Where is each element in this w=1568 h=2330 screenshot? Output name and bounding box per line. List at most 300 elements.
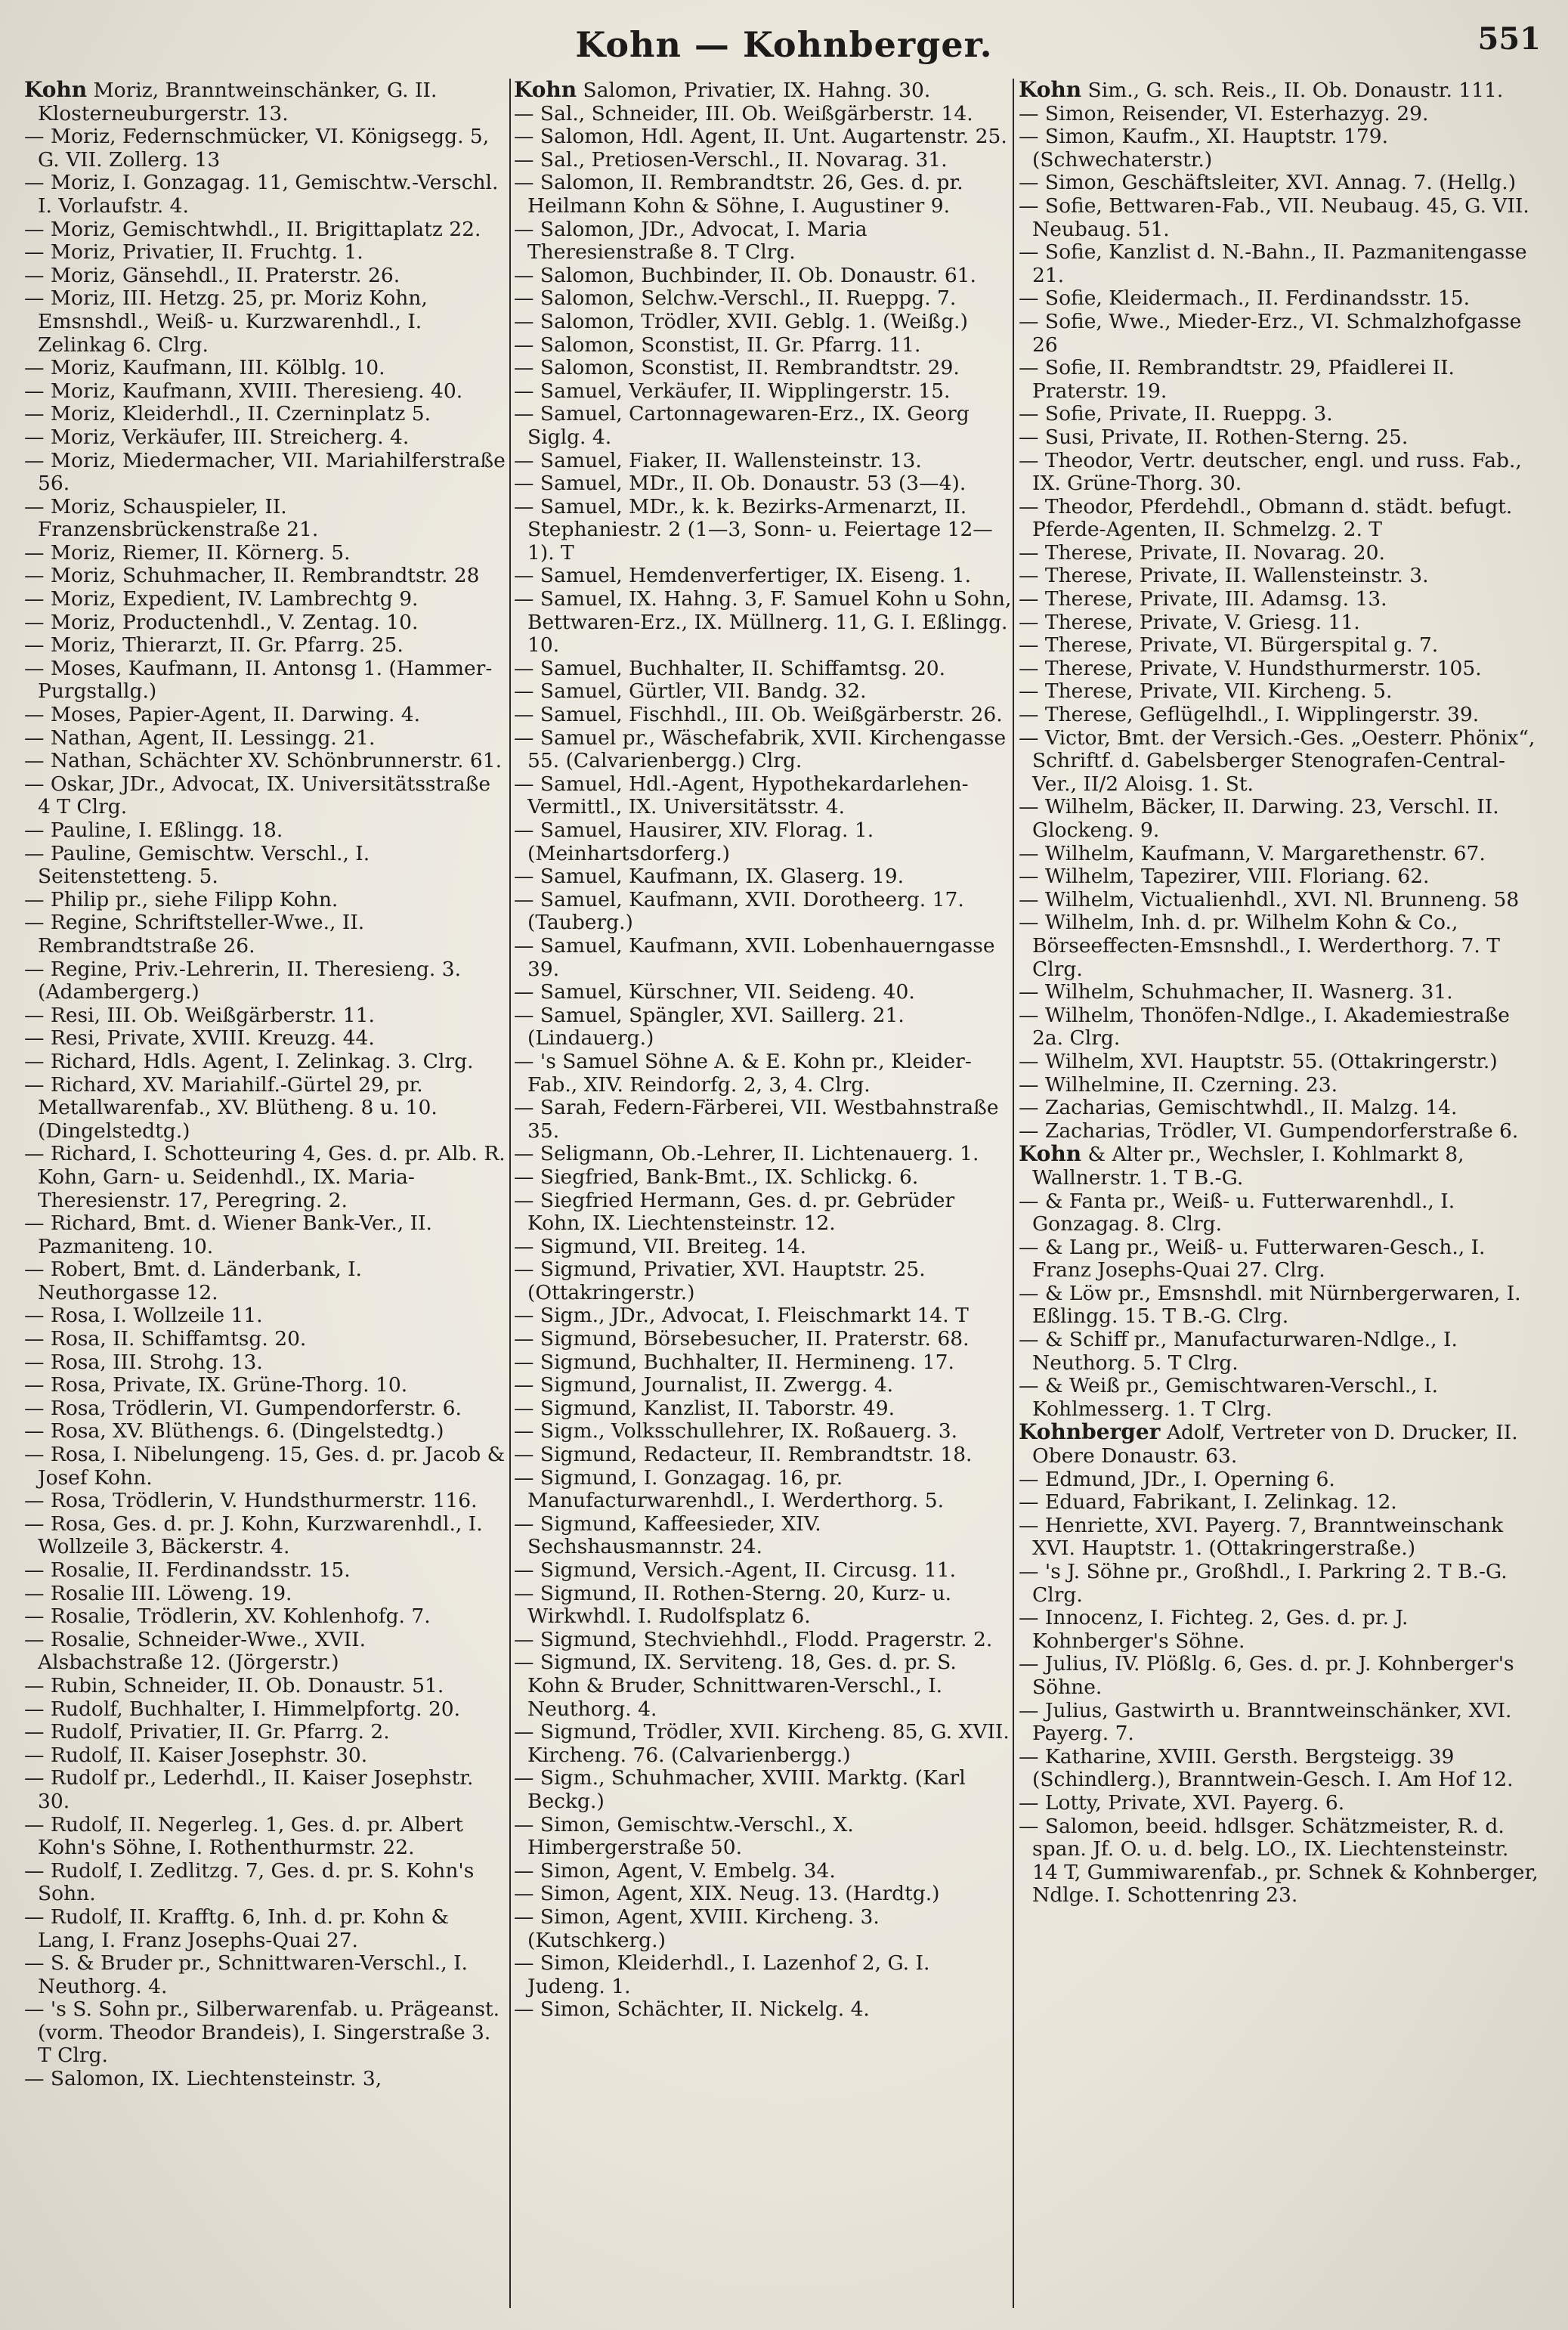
directory-entry <box>24 1513 508 1559</box>
entry-text: — Samuel, Hemdenverfertiger, IX. Eiseng. 1. <box>514 564 972 588</box>
directory-entry <box>1019 1746 1540 1792</box>
directory-entry <box>24 380 508 404</box>
entry-text: — Therese, Geflügelhdl., I. Wipplingerstr. 39. <box>1019 703 1480 727</box>
page-header <box>23 18 1545 71</box>
entry-text: — & Lang pr., Weiß- u. Futterwaren-Gesch., I. Franz Josephs-Quai 27. Clrg. <box>1019 1235 1486 1283</box>
directory-entry <box>1019 542 1540 565</box>
directory-entry <box>1019 1700 1540 1746</box>
directory-entry <box>514 103 1013 126</box>
entry-text: — Simon, Geschäftsleiter, XVI. Annag. 7. (Hellg.) <box>1019 171 1517 195</box>
entry-text: — Siegfried, Bank-Bmt., IX. Schlickg. 6. <box>514 1165 919 1189</box>
directory-entry <box>1019 796 1540 842</box>
entry-text: — Simon, Kaufm., XI. Hauptstr. 179. (Schwechaterstr.) <box>1019 125 1389 172</box>
entry-text: — Samuel, Spängler, XVI. Saillerg. 21. (Lindauerg.) <box>514 1003 905 1051</box>
directory-entry <box>24 542 508 565</box>
directory-entry <box>1019 357 1540 403</box>
directory-entry <box>24 704 508 727</box>
entry-text: — Sigmund, Versich.-Agent, II. Circusg. 11. <box>514 1558 957 1582</box>
directory-entry <box>24 843 508 889</box>
entry-text: — Wilhelmine, II. Czerning. 23. <box>1019 1072 1338 1097</box>
directory-entry <box>514 727 1013 773</box>
directory-entry <box>1019 195 1540 241</box>
entry-text: — Rudolf, II. Krafftg. 6, Inh. d. pr. Kohn & Lang, I. Franz Josephs-Quai 27. <box>24 1905 450 1952</box>
entry-text: — Therese, Private, VII. Kircheng. 5. <box>1019 679 1393 704</box>
entry-text: — & Fanta pr., Weiß- u. Futterwarenhdl., I. Gonzagag. 8. Clrg. <box>1019 1189 1455 1236</box>
directory-entry <box>514 1374 1013 1397</box>
directory-entry <box>24 1698 508 1722</box>
entry-text: — Moriz, Privatier, II. Fruchtg. 1. <box>24 240 363 265</box>
entry-text: — Rudolf, Buchhalter, I. Himmelpfortg. 20. <box>24 1697 461 1721</box>
directory-entry <box>24 1443 508 1490</box>
directory-entry <box>514 496 1013 565</box>
entry-text: — Zacharias, Trödler, VI. Gumpendorferstraße 6. <box>1019 1119 1519 1143</box>
entry-text: — Moriz, Expedient, IV. Lambrechtg 9. <box>24 587 419 611</box>
entry-text: — Wilhelm, Victualienhdl., XVI. Nl. Brunneng. 58 <box>1019 887 1520 911</box>
entry-text: — Rosalie, Trödlerin, XV. Kohlenhofg. 7. <box>24 1604 431 1629</box>
entry-text: — Wilhelm, Kaufmann, V. Margarethenstr. 67. <box>1019 841 1486 865</box>
directory-entry <box>24 426 508 450</box>
entry-text: — Richard, Hdls. Agent, I. Zelinkag. 3. Clrg. <box>24 1049 474 1073</box>
entry-text: — Nathan, Schächter XV. Schönbrunnerstr. 61. <box>24 749 503 773</box>
entry-text: — Susi, Private, II. Rothen-Sterng. 25. <box>1019 425 1409 449</box>
entry-text: — Sigmund, II. Rothen-Sterng. 20, Kurz- u. Wirkwhdl. I. Rudolfsplatz 6. <box>514 1581 952 1629</box>
directory-entry <box>514 472 1013 496</box>
directory-entry <box>24 265 508 288</box>
entry-text: — Moriz, Federnschmücker, VI. Königsegg. 5, G. VII. Zollerg. 13 <box>24 125 490 172</box>
directory-entry <box>514 1467 1013 1513</box>
entry-text: — Samuel pr., Wäschefabrik, XVII. Kirchengasse 55. (Calvarienbergg.) Clrg. <box>514 726 1007 773</box>
directory-entry <box>24 1397 508 1421</box>
directory-entry <box>1019 1097 1540 1120</box>
column-2 <box>514 79 1013 2308</box>
directory-entry <box>514 450 1013 473</box>
entry-text: — Moriz, Gänsehdl., II. Praterstr. 26. <box>24 263 401 287</box>
directory-entry <box>1019 1004 1540 1051</box>
directory-entry <box>1019 1120 1540 1143</box>
entry-text: — Wilhelm, Schuhmacher, II. Wasnerg. 31. <box>1019 980 1453 1004</box>
entry-text: — Moriz, I. Gonzagag. 11, Gemischtw.-Verschl. I. Vorlaufstr. 4. <box>24 171 499 218</box>
entry-text: Moriz, Branntweinschänker, G. II. Klosterneuburgerstr. 13. <box>38 79 438 125</box>
directory-entry <box>1019 588 1540 611</box>
directory-entry <box>1019 565 1540 588</box>
directory-entry <box>514 1906 1013 1952</box>
entry-text: — Sigmund, Privatier, XVI. Hauptstr. 25. (Ottakringerstr.) <box>514 1258 926 1304</box>
entry-text: — Julius, Gastwirth u. Branntweinschänker, XVI. Payerg. 7. <box>1019 1698 1512 1746</box>
entry-text: & Alter pr., Wechsler, I. Kohlmarkt 8, Wallnerstr. 1. T B.-G. <box>1032 1143 1464 1190</box>
entry-text: — Pauline, Gemischtw. Verschl., I. Seitenstetteng. 5. <box>24 841 370 889</box>
directory-entry <box>514 1397 1013 1421</box>
entry-text: — Rosa, XV. Blüthengs. 6. (Dingelstedtg.) <box>24 1419 444 1443</box>
directory-entry <box>1019 1236 1540 1283</box>
entry-text: — Samuel, Hdl.-Agent, Hypothekardarlehen-Vermittl., IX. Universitätsstr. 4. <box>514 772 969 819</box>
entry-text: — Samuel, Buchhalter, II. Schiffamtsg. 20. <box>514 656 946 680</box>
entry-text: — Rosa, Ges. d. pr. J. Kohn, Kurzwarenhdl., I. Wollzeile 3, Bäckerstr. 4. <box>24 1512 483 1559</box>
entry-text: — Simon, Reisender, VI. Esterhazyg. 29. <box>1019 101 1429 125</box>
directory-entry <box>514 1883 1013 1906</box>
directory-entry <box>24 773 508 819</box>
directory-entry <box>24 1420 508 1443</box>
entry-text: — Samuel, Kaufmann, IX. Glaserg. 19. <box>514 865 904 889</box>
directory-entry <box>514 1328 1013 1351</box>
entry-text: Salomon, Privatier, IX. Hahng. 30. <box>577 79 931 102</box>
directory-entry <box>24 1328 508 1351</box>
entry-text: — Sigmund, VII. Breiteg. 14. <box>514 1234 807 1258</box>
entry-text: — Sigmund, Trödler, XVII. Kircheng. 85, G. XVII. Kircheng. 76. (Calvarienbergg.) <box>514 1720 1010 1767</box>
directory-entry <box>1019 1143 1540 1190</box>
entry-text: — Eduard, Fabrikant, I. Zelinkag. 12. <box>1019 1490 1397 1515</box>
entry-text: — Zacharias, Gemischtwhdl., II. Malzg. 14. <box>1019 1096 1458 1120</box>
directory-entry <box>24 125 508 172</box>
directory-entry <box>1019 426 1540 450</box>
entry-text: — Rosalie III. Löweng. 19. <box>24 1581 292 1605</box>
entry-text: — Sigmund, Buchhalter, II. Hermineng. 17. <box>514 1350 954 1374</box>
entry-text: — Wilhelm, XVI. Hauptstr. 55. (Ottakringerstr.) <box>1019 1049 1498 1073</box>
entry-text: — Therese, Private, V. Hundsthurmerstr. 105. <box>1019 656 1482 680</box>
directory-entry <box>24 658 508 704</box>
surname-heading: Kohn <box>514 79 577 102</box>
entry-text: — Richard, I. Schotteuring 4, Ges. d. pr. Alb. R. Kohn, Garn- u. Seidenhdl., IX. Maria-Theresienstr. 17, Peregring. 2. <box>24 1142 506 1212</box>
entry-text: — Salomon, Hdl. Agent, II. Unt. Augartenstr. 25. <box>514 125 1007 149</box>
entry-text: — Rosa, Trödlerin, VI. Gumpendorferstr. 6. <box>24 1396 462 1420</box>
entry-text: — Sofie, Kleidermach., II. Ferdinandsstr. 15. <box>1019 286 1471 311</box>
directory-entry <box>24 1906 508 1952</box>
directory-entry <box>24 1744 508 1768</box>
entry-text: — Samuel, Kaufmann, XVII. Lobenhauerngasse 39. <box>514 933 995 981</box>
directory-entry <box>514 357 1013 380</box>
directory-entry <box>24 1027 508 1051</box>
directory-entry <box>514 149 1013 172</box>
entry-text: — Therese, Private, V. Griesg. 11. <box>1019 610 1360 634</box>
entry-text: — Julius, IV. Plößlg. 6, Ges. d. pr. J. Kohnberger's Söhne. <box>1019 1652 1514 1699</box>
directory-entry <box>1019 1607 1540 1653</box>
entry-text: — Richard, Bmt. d. Wiener Bank-Ver., II. Pazmaniteng. 10. <box>24 1211 432 1258</box>
entry-text: — Therese, Private, III. Adamsg. 13. <box>1019 587 1387 611</box>
entry-text: — Rudolf pr., Lederhdl., II. Kaiser Josephstr. 30. <box>24 1766 474 1813</box>
directory-entry <box>24 1860 508 1906</box>
directory-entry <box>1019 1329 1540 1375</box>
entry-text: — S. & Bruder pr., Schnittwaren-Verschl., I. Neuthorg. 4. <box>24 1951 468 1998</box>
directory-entry <box>1019 1375 1540 1421</box>
directory-entry <box>24 1304 508 1328</box>
entry-text: — Salomon, Sconstist, II. Rembrandtstr. 29. <box>514 356 960 380</box>
directory-entry <box>514 218 1013 265</box>
page-number: 551 <box>1477 21 1541 57</box>
directory-entry <box>24 1629 508 1675</box>
entry-text: — Therese, Private, VI. Bürgerspital g. 7. <box>1019 633 1439 658</box>
entry-text: — 's S. Sohn pr., Silberwarenfab. u. Prägeanst. (vorm. Theodor Brandeis), I. Singerstraße 3. T Clrg. <box>24 1997 500 2068</box>
surname-heading: Kohn <box>24 79 88 102</box>
directory-entry <box>514 588 1013 658</box>
directory-entry <box>1019 1653 1540 1699</box>
directory-entry <box>514 1190 1013 1236</box>
directory-entry <box>1019 125 1540 172</box>
directory-entry <box>1019 981 1540 1004</box>
entry-text: — Moriz, Schauspieler, II. Franzensbrückenstraße 21. <box>24 494 319 542</box>
entry-text: — Moriz, Kaufmann, XVIII. Theresieng. 40. <box>24 379 463 403</box>
directory-entry <box>1019 1491 1540 1515</box>
directory-entry <box>514 1860 1013 1883</box>
entry-text: — Salomon, Trödler, XVII. Geblg. 1. (Weißg.) <box>514 309 968 333</box>
directory-entry <box>514 680 1013 704</box>
directory-entry <box>24 727 508 750</box>
directory-entry <box>24 588 508 611</box>
entry-text: — Sigmund, Kaffeesieder, XIV. Sechshausmannstr. 24. <box>514 1512 821 1559</box>
entry-text: — Rosa, Private, IX. Grüne-Thorg. 10. <box>24 1373 408 1397</box>
directory-entry <box>1019 611 1540 635</box>
entry-text: — Robert, Bmt. d. Länderbank, I. Neuthorgasse 12. <box>24 1258 362 1304</box>
directory-entry <box>24 218 508 242</box>
directory-entry <box>514 1166 1013 1190</box>
directory-entry <box>24 1952 508 1998</box>
directory-entry <box>24 172 508 218</box>
directory-entry <box>24 750 508 773</box>
entry-text: — Moriz, Kaufmann, III. Kölblg. 10. <box>24 356 385 380</box>
directory-entry <box>514 172 1013 218</box>
entry-text: — Rudolf, Privatier, II. Gr. Pfarrg. 2. <box>24 1720 390 1744</box>
directory-entry <box>514 125 1013 149</box>
entry-text: — Richard, XV. Mariahilf.-Gürtel 29, pr. Metallwarenfab., XV. Blütheng. 8 u. 10. (Dingelstedtg.) <box>24 1072 438 1143</box>
entry-text: — Rosalie, II. Ferdinandsstr. 15. <box>24 1558 351 1582</box>
entry-text: — Salomon, IX. Liechtensteinstr. 3, <box>24 2067 382 2091</box>
entry-text: — Theodor, Vertr. deutscher, engl. und russ. Fab., IX. Grüne-Thorg. 30. <box>1019 448 1522 496</box>
entry-text: — Simon, Gemischtw.-Verschl., X. Himbergerstraße 50. <box>514 1812 854 1860</box>
entry-text: — Sigm., Volksschullehrer, IX. Roßauerg. 3. <box>514 1419 958 1443</box>
entry-text: — Samuel, Verkäufer, II. Wipplingerstr. 15. <box>514 379 951 403</box>
directory-entry <box>1019 241 1540 287</box>
entry-text: — Victor, Bmt. der Versich.-Ges. „Oesterr. Phönix“, Schriftf. d. Gabelsberger Stenografen-Central-Ver., II/2 Aloisg. 1. St. <box>1019 726 1536 796</box>
directory-entry <box>514 1143 1013 1166</box>
entry-text: — Moriz, Thierarzt, II. Gr. Pfarrg. 25. <box>24 633 404 658</box>
entry-text: — Sofie, II. Rembrandtstr. 29, Pfaidlerei II. Praterstr. 19. <box>1019 356 1455 403</box>
directory-entry <box>1019 889 1540 912</box>
entry-text: — Samuel, Kürschner, VII. Seideng. 40. <box>514 980 915 1004</box>
entry-text: — Innocenz, I. Fichteg. 2, Ges. d. pr. J. Kohnberger's Söhne. <box>1019 1606 1409 1653</box>
directory-entry <box>24 1767 508 1813</box>
directory-entry <box>1019 1051 1540 1074</box>
directory-entry <box>514 79 1013 103</box>
directory-entry <box>1019 403 1540 426</box>
entry-text: — Regine, Priv.-Lehrerin, II. Theresieng. 3. (Adambergerg.) <box>24 957 462 1004</box>
directory-entry <box>24 357 508 380</box>
directory-entry <box>24 565 508 588</box>
directory-entry <box>514 1004 1013 1051</box>
directory-entry <box>514 935 1013 981</box>
entry-text: — Wilhelm, Thonöfen-Ndlge., I. Akademiestraße 2a. Clrg. <box>1019 1003 1510 1051</box>
directory-entry <box>24 911 508 958</box>
directory-entry <box>514 1351 1013 1375</box>
directory-entry <box>1019 911 1540 981</box>
directory-entry <box>514 1051 1013 1097</box>
directory-entry <box>24 634 508 658</box>
directory-columns <box>24 79 1543 2308</box>
column-1 <box>24 79 508 2308</box>
entry-text: — Sigmund, Journalist, II. Zwergg. 4. <box>514 1373 894 1397</box>
directory-entry <box>1019 287 1540 311</box>
directory-entry <box>24 1583 508 1606</box>
entry-text: — Moriz, Kleiderhdl., II. Czerninplatz 5. <box>24 402 431 426</box>
surname-heading: Kohnberger <box>1019 1419 1161 1445</box>
directory-entry <box>514 1952 1013 1998</box>
directory-entry <box>1019 172 1540 195</box>
directory-entry <box>24 1675 508 1698</box>
directory-entry <box>1019 1421 1540 1468</box>
entry-text: — Samuel, MDr., k. k. Bezirks-Armenarzt, II. Stephaniestr. 2 (1—3, Sonn- u. Feiertage 12—1). T <box>514 494 993 565</box>
directory-entry <box>24 403 508 426</box>
directory-entry <box>1019 1515 1540 1561</box>
directory-entry <box>514 311 1013 334</box>
entry-text: — Sofie, Kanzlist d. N.-Bahn., II. Pazmanitengasse 21. <box>1019 240 1527 287</box>
directory-entry <box>1019 843 1540 866</box>
directory-entry <box>1019 727 1540 797</box>
directory-entry <box>514 889 1013 935</box>
entry-text: — Samuel, Hausirer, XIV. Florag. 1. (Meinhartsdorferg.) <box>514 818 874 865</box>
entry-text: Adolf, Vertreter von D. Drucker, II. Obere Donaustr. 63. <box>1032 1421 1518 1468</box>
directory-entry <box>514 1304 1013 1328</box>
entry-text: — Wilhelm, Bäcker, II. Darwing. 23, Verschl. II. Glockeng. 9. <box>1019 795 1499 842</box>
directory-entry <box>514 981 1013 1004</box>
directory-entry <box>514 403 1013 449</box>
entry-text: — Rubin, Schneider, II. Ob. Donaustr. 51. <box>24 1673 444 1697</box>
entry-text: — Moriz, Verkäufer, III. Streicherg. 4. <box>24 425 410 449</box>
directory-entry <box>24 496 508 542</box>
directory-entry <box>514 773 1013 819</box>
entry-text: — Rosa, II. Schiffamtsg. 20. <box>24 1327 307 1351</box>
directory-entry <box>1019 79 1540 103</box>
directory-entry <box>514 1236 1013 1259</box>
directory-entry <box>24 819 508 843</box>
entry-text: — Moriz, Riemer, II. Körnerg. 5. <box>24 540 351 565</box>
entry-text: — Wilhelm, Tapezirer, VIII. Floriang. 62. <box>1019 865 1430 889</box>
entry-text: — 's Samuel Söhne A. & E. Kohn pr., Kleider-Fab., XIV. Reindorfg. 2, 3, 4. Clrg. <box>514 1049 972 1097</box>
directory-entry <box>1019 311 1540 357</box>
entry-text: — Sofie, Private, II. Rueppg. 3. <box>1019 402 1333 426</box>
entry-text: — Samuel, Gürtler, VII. Bandg. 32. <box>514 679 867 704</box>
directory-entry <box>1019 704 1540 727</box>
directory-entry <box>24 1212 508 1258</box>
entry-text: — Rosa, I. Wollzeile 11. <box>24 1304 263 1328</box>
directory-entry <box>514 1443 1013 1467</box>
entry-text: — Sofie, Bettwaren-Fab., VII. Neubaug. 45, G. VII. Neubaug. 51. <box>1019 193 1529 241</box>
directory-entry <box>24 611 508 635</box>
directory-entry <box>24 287 508 357</box>
entry-text: — Henriette, XVI. Payerg. 7, Branntweinschank XVI. Hauptstr. 1. (Ottakringerstraße.) <box>1019 1513 1504 1561</box>
directory-entry <box>24 1998 508 2068</box>
directory-entry <box>24 1074 508 1143</box>
running-head: Kohn — Kohnberger. <box>575 24 993 65</box>
directory-entry <box>514 865 1013 889</box>
directory-entry <box>24 1051 508 1074</box>
entry-text: — Sigm., JDr., Advocat, I. Fleischmarkt 14. T <box>514 1304 969 1328</box>
entry-text: — Moriz, III. Hetzg. 25, pr. Moriz Kohn, Emsnshdl., Weiß- u. Kurzwarenhdl., I. Zelinkag 6. Clrg. <box>24 286 428 357</box>
entry-text: — Salomon, Selchw.-Verschl., II. Rueppg. 7. <box>514 286 957 311</box>
entry-text: — Sigmund, IX. Serviteng. 18, Ges. d. pr. S. Kohn & Bruder, Schnittwaren-Verschl., I. Neuthorg. 4. <box>514 1651 957 1721</box>
entry-text: — Lotty, Private, XVI. Payerg. 6. <box>1019 1790 1345 1815</box>
entry-text: — Simon, Kleiderhdl., I. Lazenhof 2, G. I. Judeng. 1. <box>514 1951 930 1998</box>
directory-entry <box>1019 1283 1540 1329</box>
directory-entry <box>1019 1815 1540 1908</box>
entry-text: — Nathan, Agent, II. Lessingg. 21. <box>24 726 376 750</box>
entry-text: — & Löw pr., Emsnshdl. mit Nürnbergerwaren, I. Eßlingg. 15. T B.-G. Clrg. <box>1019 1281 1521 1329</box>
entry-text: — Resi, Private, XVIII. Kreuzg. 44. <box>24 1026 375 1051</box>
directory-entry <box>1019 1468 1540 1492</box>
directory-entry <box>24 1143 508 1212</box>
entry-text: — Regine, Schriftsteller-Wwe., II. Rembrandtstraße 26. <box>24 911 365 958</box>
entry-text: — Simon, Schächter, II. Nickelg. 4. <box>514 1997 870 2022</box>
entry-text: — & Weiß pr., Gemischtwaren-Verschl., I. Kohlmesserg. 1. T Clrg. <box>1019 1374 1439 1421</box>
entry-text: — Sarah, Federn-Färberei, VII. Westbahnstraße 35. <box>514 1096 999 1143</box>
directory-entry <box>1019 496 1540 542</box>
entry-text: — Sofie, Wwe., Mieder-Erz., VI. Schmalzhofgasse 26 <box>1019 309 1522 357</box>
entry-text: — Simon, Agent, XIX. Neug. 13. (Hardtg.) <box>514 1882 940 1906</box>
directory-entry <box>514 819 1013 865</box>
entry-text: — Rosa, Trödlerin, V. Hundsthurmerstr. 116. <box>24 1489 478 1513</box>
directory-entry <box>514 1629 1013 1652</box>
entry-text: — Samuel, Fischhdl., III. Ob. Weißgärberstr. 26. <box>514 703 1003 727</box>
entry-text: — Rosa, III. Strohg. 13. <box>24 1350 263 1374</box>
entry-text: — Sigmund, Stechviehhdl., Flodd. Pragerstr. 2. <box>514 1627 993 1651</box>
directory-entry <box>514 1767 1013 1813</box>
entry-text: — Moses, Papier-Agent, II. Darwing. 4. <box>24 703 421 727</box>
directory-entry <box>514 380 1013 404</box>
directory-entry <box>24 889 508 912</box>
entry-text: — Salomon, Sconstist, II. Gr. Pfarrg. 11. <box>514 333 921 357</box>
entry-text: — Sigmund, Börsebesucher, II. Praterstr. 68. <box>514 1327 970 1351</box>
entry-text: — Katharine, XVIII. Gersth. Bergsteigg. 39 (Schindlerg.), Branntwein-Gesch. I. Am Hof 12. <box>1019 1744 1514 1792</box>
directory-entry <box>514 1721 1013 1767</box>
directory-entry <box>24 79 508 125</box>
directory-entry <box>514 1651 1013 1721</box>
entry-text: — Sal., Schneider, III. Ob. Weißgärberstr. 14. <box>514 101 973 125</box>
entry-text: — Samuel, IX. Hahng. 3, F. Samuel Kohn u Sohn, Bettwaren-Erz., IX. Müllnerg. 11, G. I. Eßlingg. 10. <box>514 587 1012 658</box>
entry-text: — & Schiff pr., Manufacturwaren-Ndlge., I. Neuthorg. 5. T Clrg. <box>1019 1328 1458 1375</box>
directory-entry <box>514 658 1013 681</box>
directory-entry <box>24 1721 508 1744</box>
surname-heading: Kohn <box>1019 1141 1082 1167</box>
directory-entry <box>24 241 508 265</box>
directory-entry <box>24 1605 508 1629</box>
surname-heading: Kohn <box>1019 79 1082 102</box>
directory-entry <box>1019 658 1540 681</box>
directory-entry <box>514 1420 1013 1443</box>
entry-text: — Sigmund, Redacteur, II. Rembrandtstr. 18. <box>514 1443 973 1467</box>
entry-text: — 's J. Söhne pr., Großhdl., I. Parkring 2. T B.-G. Clrg. <box>1019 1560 1508 1607</box>
directory-entry <box>514 265 1013 288</box>
directory-entry <box>24 2068 508 2091</box>
entry-text: — Salomon, Buchbinder, II. Ob. Donaustr. 61. <box>514 263 976 287</box>
directory-entry <box>514 287 1013 311</box>
entry-text: — Sigmund, Kanzlist, II. Taborstr. 49. <box>514 1396 895 1420</box>
directory-entry <box>1019 1792 1540 1815</box>
entry-text: — Samuel, MDr., II. Ob. Donaustr. 53 (3—4). <box>514 472 966 496</box>
directory-entry <box>514 1097 1013 1143</box>
entry-text: — Rudolf, II. Kaiser Josephstr. 30. <box>24 1743 368 1767</box>
entry-text: — Wilhelm, Inh. d. pr. Wilhelm Kohn & Co., Börseeffecten-Emsnshdl., I. Werderthorg. 7. T Clrg. <box>1019 911 1500 981</box>
entry-text: — Philip pr., siehe Filipp Kohn. <box>24 887 339 911</box>
directory-entry <box>1019 1190 1540 1236</box>
entry-text: — Sigm., Schuhmacher, XVIII. Marktg. (Karl Beckg.) <box>514 1766 966 1813</box>
entry-text: — Simon, Agent, V. Embelg. 34. <box>514 1858 836 1883</box>
directory-entry <box>24 1814 508 1860</box>
directory-entry <box>514 1559 1013 1583</box>
directory-entry <box>514 1513 1013 1559</box>
entry-text: — Rudolf, II. Negerleg. 1, Ges. d. pr. Albert Kohn's Söhne, I. Rothenthurmstr. 22. <box>24 1812 463 1860</box>
directory-entry <box>514 704 1013 727</box>
directory-entry <box>1019 450 1540 496</box>
entry-text: — Siegfried Hermann, Ges. d. pr. Gebrüder Kohn, IX. Liechtensteinstr. 12. <box>514 1188 955 1236</box>
entry-text: — Rudolf, I. Zedlitzg. 7, Ges. d. pr. S. Kohn's Sohn. <box>24 1858 475 1906</box>
entry-text: — Edmund, JDr., I. Operning 6. <box>1019 1467 1335 1491</box>
entry-text: — Pauline, I. Eßlingg. 18. <box>24 818 283 842</box>
